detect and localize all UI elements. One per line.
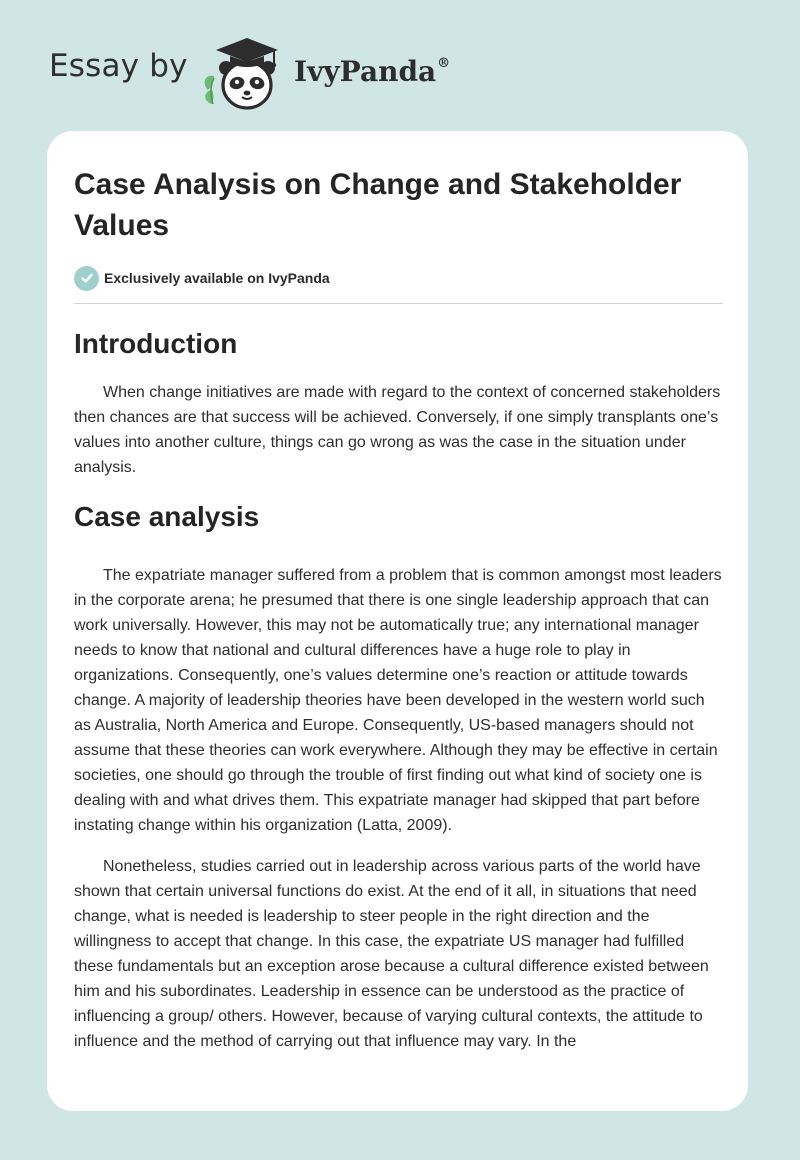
paragraph: Nonetheless, studies carried out in leadership across various parts of the world have shown that certain universal functions do exist. At the end of it all, in situations that need change, what is needed is leadership to steer people in the right direction and the willingness to accept that change. In this case, the expatriate US manager had fulfilled these fundamentals but an exception arose because a cultural difference existed between him and his subordinates. Leadership in essence can be understood as the practice of influencing a group/ others. However, because of varying cultural contexts, the attitude to influence and the method of carrying out that influence may vary. In the xyxy=(74,858,709,1050)
essay-by-label: Essay by xyxy=(49,48,188,84)
section-heading-case-analysis: Case analysis xyxy=(74,501,260,532)
brand-name-text: IvyPanda xyxy=(294,55,437,88)
essay-title: Case Analysis on Change and Stakeholder Values xyxy=(74,168,682,242)
panda-graduate-logo-icon[interactable] xyxy=(200,34,292,112)
paragraph: When change initiatives are made with regard to the context of concerned stakeholders then chances are that success will be achieved. Conversely, if one simply transplants one’s values into another culture, things can go wrong as was the case in the situation under analysis. xyxy=(74,384,721,476)
site-header xyxy=(0,0,800,130)
title-divider xyxy=(74,303,723,304)
checkmark-icon xyxy=(74,266,99,291)
essay-content xyxy=(74,164,723,1054)
ivypanda-brand-name[interactable] xyxy=(294,55,450,88)
exclusive-badge-label: Exclusively available on IvyPanda xyxy=(104,270,330,286)
exclusive-badge xyxy=(74,265,723,291)
essay-card xyxy=(47,131,748,1111)
paragraph: The expatriate manager suffered from a problem that is common amongst most leaders in the corporate arena; he presumed that there is one single leadership approach that can work universally. However, this may not be automatically true; any international manager needs to know that national and cultural differences have a huge role to play in organizations. Consequently, one’s values determine one’s reaction or attitude towards change. A majority of leadership theories have been developed in the western world such as Australia, North America and Europe. Consequently, US-based managers should not assume that these theories can work everywhere. Although they may be effective in certain societies, one should go through the trouble of first finding out what kind of society one is dealing with and what drives them. This expatriate manager had skipped that part before instating change within his organization (Latta, 2009). xyxy=(74,567,722,834)
registered-trademark: ® xyxy=(437,55,451,71)
section-heading-introduction: Introduction xyxy=(74,328,238,359)
